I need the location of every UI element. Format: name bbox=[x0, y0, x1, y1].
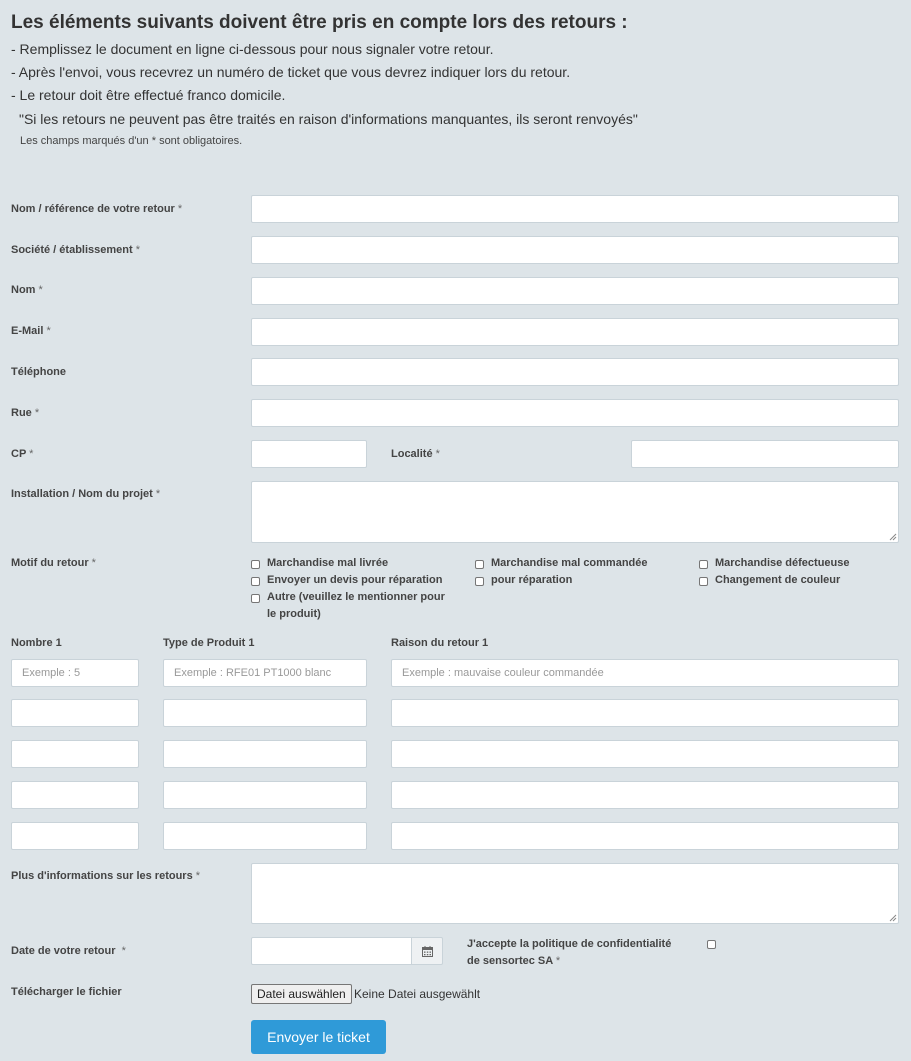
company-label: Société / établissement * bbox=[11, 244, 141, 256]
reason-label-repair-quote: Envoyer un devis pour réparation bbox=[267, 574, 443, 586]
privacy-checkbox[interactable] bbox=[707, 940, 716, 949]
reason-checkbox-defective[interactable] bbox=[699, 560, 708, 569]
return-reason-input[interactable] bbox=[391, 781, 899, 809]
reason-label-mis-ordered: Marchandise mal commandée bbox=[491, 557, 648, 569]
project-label: Installation / Nom du projet * bbox=[11, 488, 161, 500]
city-input[interactable] bbox=[631, 440, 899, 468]
reason-checkbox-mis-ordered[interactable] bbox=[475, 560, 484, 569]
upload-label: Télécharger le fichier bbox=[11, 986, 122, 998]
quantity-input[interactable] bbox=[11, 822, 139, 850]
submit-button[interactable]: Envoyer le ticket bbox=[251, 1020, 386, 1054]
required-note: Les champs marqués d'un * sont obligatoires. bbox=[20, 135, 243, 147]
email-input[interactable] bbox=[251, 318, 899, 346]
ref-input[interactable] bbox=[251, 195, 899, 223]
product-type-header: Type de Produit 1 bbox=[163, 637, 255, 649]
reason-checkbox-mis-delivered[interactable] bbox=[251, 560, 260, 569]
reason-label-other: Autre (veuillez le mentionner pour le produit) bbox=[267, 591, 445, 620]
quantity-input[interactable] bbox=[11, 699, 139, 727]
quantity-header: Nombre 1 bbox=[11, 637, 62, 649]
city-label: Localité * bbox=[391, 448, 440, 460]
product-type-input[interactable] bbox=[163, 781, 367, 809]
reason-label: Motif du retour * bbox=[11, 557, 96, 569]
phone-label: Téléphone bbox=[11, 366, 67, 378]
more-info-textarea[interactable] bbox=[251, 863, 899, 924]
return-reason-input[interactable]: Exemple : mauvaise couleur commandée bbox=[391, 659, 899, 687]
name-input[interactable] bbox=[251, 277, 899, 305]
return-reason-input[interactable] bbox=[391, 699, 899, 727]
date-label: Date de votre retour * bbox=[11, 945, 126, 957]
reason-label-defective: Marchandise défectueuse bbox=[715, 557, 850, 569]
calendar-button[interactable] bbox=[412, 937, 443, 965]
ref-label: Nom / référence de votre retour * bbox=[11, 203, 183, 215]
intro-line-2: - Après l'envoi, vous recevrez un numéro de ticket que vous devrez indiquer lors du retour. bbox=[11, 64, 571, 80]
file-status-text: Keine Datei ausgewählt bbox=[354, 987, 481, 1001]
reason-label-color-change: Changement de couleur bbox=[715, 574, 841, 586]
return-reason-input[interactable] bbox=[391, 822, 899, 850]
calendar-icon bbox=[422, 946, 433, 957]
resize-grip-icon[interactable] bbox=[889, 914, 897, 922]
product-type-input[interactable]: Exemple : RFE01 PT1000 blanc bbox=[163, 659, 367, 687]
reason-checkbox-other[interactable] bbox=[251, 594, 260, 603]
page-title: Les éléments suivants doivent être pris en compte lors des retours : bbox=[11, 12, 628, 33]
zip-label: CP * bbox=[11, 448, 34, 460]
warning-quote: "Si les retours ne peuvent pas être traités en raison d'informations manquantes, ils seront renvoyés" bbox=[19, 111, 638, 127]
reason-checkbox-repair[interactable] bbox=[475, 577, 484, 586]
name-label: Nom * bbox=[11, 284, 43, 296]
street-input[interactable] bbox=[251, 399, 899, 427]
product-type-input[interactable] bbox=[163, 822, 367, 850]
reason-label-repair: pour réparation bbox=[491, 574, 573, 586]
date-input[interactable] bbox=[251, 937, 412, 965]
date-picker[interactable] bbox=[251, 937, 443, 965]
resize-grip-icon[interactable] bbox=[889, 533, 897, 541]
privacy-label: J'accepte la politique de confidentialité de sensortec SA * bbox=[467, 938, 672, 967]
phone-input[interactable] bbox=[251, 358, 899, 386]
product-type-input[interactable] bbox=[163, 699, 367, 727]
intro-line-1: - Remplissez le document en ligne ci-dessous pour nous signaler votre retour. bbox=[11, 41, 494, 57]
more-info-label: Plus d'informations sur les retours * bbox=[11, 870, 201, 882]
product-type-input[interactable] bbox=[163, 740, 367, 768]
company-input[interactable] bbox=[251, 236, 899, 264]
intro-line-3: - Le retour doit être effectué franco domicile. bbox=[11, 87, 286, 103]
return-reason-header: Raison du retour 1 bbox=[391, 637, 489, 649]
reason-checkbox-color-change[interactable] bbox=[699, 577, 708, 586]
email-label: E-Mail * bbox=[11, 325, 51, 337]
quantity-input[interactable] bbox=[11, 740, 139, 768]
street-label: Rue * bbox=[11, 407, 40, 419]
reason-checkbox-repair-quote[interactable] bbox=[251, 577, 260, 586]
return-reason-input[interactable] bbox=[391, 740, 899, 768]
quantity-input[interactable]: Exemple : 5 bbox=[11, 659, 139, 687]
choose-file-button[interactable]: Datei auswählen bbox=[251, 984, 352, 1004]
zip-input[interactable] bbox=[251, 440, 367, 468]
reason-label-mis-delivered: Marchandise mal livrée bbox=[267, 557, 389, 569]
project-textarea[interactable] bbox=[251, 481, 899, 543]
quantity-input[interactable] bbox=[11, 781, 139, 809]
